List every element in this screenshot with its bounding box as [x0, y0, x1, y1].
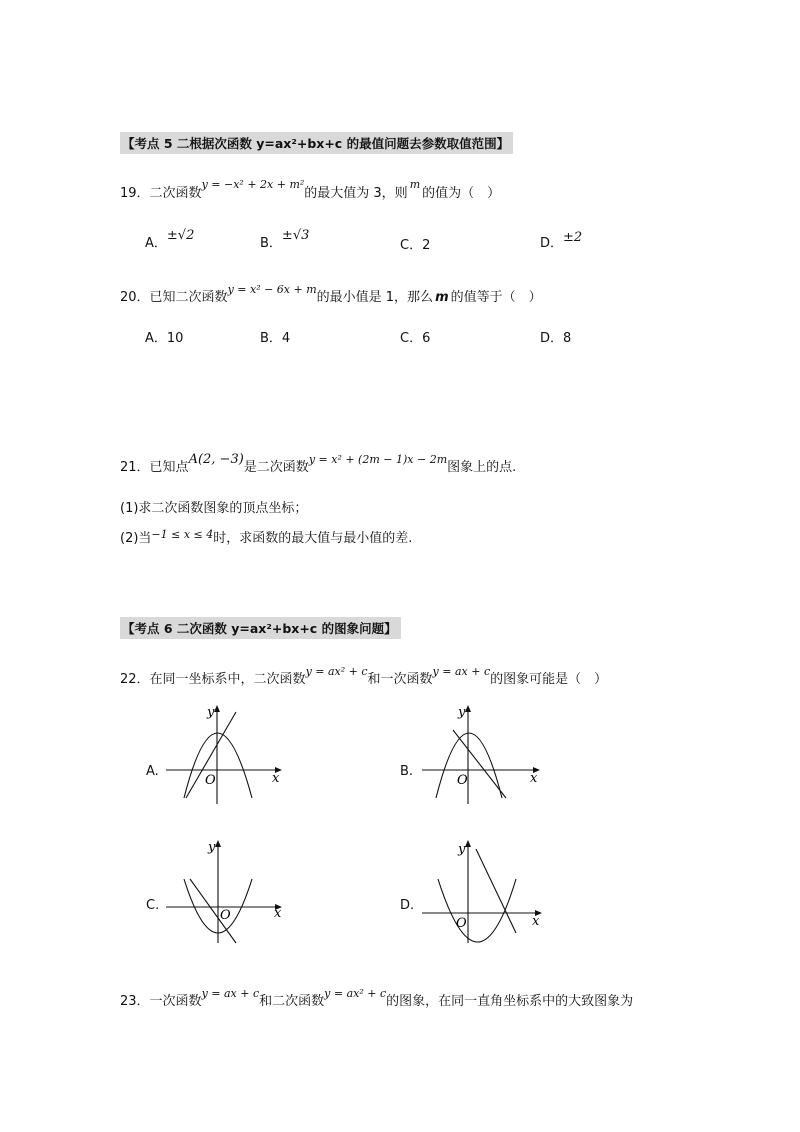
- question-number: 20．: [120, 290, 150, 305]
- formula: y = ax + c: [201, 987, 260, 1000]
- part-text: 时，求函数的最大值与最小值的差.: [213, 531, 413, 546]
- variable: m: [409, 178, 421, 191]
- question-text: 的图象，在同一直角坐标系中的大致图象为: [386, 994, 634, 1009]
- graph-d[interactable]: [416, 835, 550, 945]
- question-text: 是二次函数: [243, 460, 309, 475]
- part-text: (2)当: [120, 531, 152, 546]
- option-label: C．: [400, 238, 423, 253]
- x-axis-label: x: [530, 771, 538, 786]
- option-d[interactable]: [540, 232, 582, 251]
- x-axis-label: x: [532, 914, 540, 929]
- option-b[interactable]: [260, 228, 310, 251]
- graph-a[interactable]: [160, 700, 290, 805]
- formula: y = −x² + 2x + m²: [201, 178, 305, 191]
- section-5-header: 【考点 5 二根据次函数 y=ax²+bx+c 的最值问题去参数取值范围】: [120, 132, 513, 154]
- graph-c[interactable]: [160, 835, 290, 945]
- option-b[interactable]: B．4: [260, 331, 291, 346]
- x-axis-label: x: [274, 906, 282, 921]
- question-number: 22．: [120, 672, 150, 687]
- question-number: 23．: [120, 994, 150, 1009]
- y-axis-label: y: [458, 842, 466, 857]
- question-number: 19．: [120, 186, 150, 201]
- option-label: B．: [260, 236, 282, 251]
- option-value: ±√3: [281, 228, 310, 243]
- option-c[interactable]: [400, 234, 430, 253]
- formula: y = ax² + c: [324, 987, 387, 1000]
- y-axis-label: y: [458, 705, 466, 720]
- question-20: [120, 283, 542, 305]
- option-a[interactable]: [145, 228, 195, 251]
- section-6-header: 【考点 6 二次函数 y=ax²+bx+c 的图象问题】: [120, 617, 401, 639]
- formula: y = x² − 6x + m: [227, 283, 317, 296]
- origin-label: O: [456, 916, 467, 931]
- question-text: 的值等于（ ）: [450, 290, 542, 305]
- option-value: ±2: [563, 230, 583, 245]
- option-a[interactable]: A．10: [145, 331, 184, 346]
- question-21-part-1: (1)求二次函数图象的顶点坐标；: [120, 501, 308, 516]
- y-axis-label: y: [207, 705, 215, 720]
- y-axis-label: y: [208, 840, 216, 855]
- formula: y = ax² + c: [305, 665, 368, 678]
- question-text: 的值为（ ）: [422, 186, 501, 201]
- question-21-part-2: [120, 527, 412, 546]
- option-value: ±√2: [166, 228, 195, 243]
- origin-label: O: [205, 773, 216, 788]
- option-c[interactable]: C．6: [400, 331, 431, 346]
- question-text: 的图象可能是（ ）: [490, 672, 608, 687]
- variable: m: [435, 290, 449, 305]
- option-d[interactable]: D．8: [540, 331, 572, 346]
- question-text: 二次函数: [149, 186, 202, 201]
- origin-label: O: [457, 773, 468, 788]
- formula: y = x² + (2m − 1)x − 2m: [308, 453, 448, 466]
- origin-label: O: [220, 908, 231, 923]
- question-text: 在同一坐标系中，二次函数: [149, 672, 306, 687]
- question-text: 的最大值为 3，则: [304, 186, 408, 201]
- graph-c-label[interactable]: C.: [146, 898, 160, 913]
- question-text: 和一次函数: [367, 672, 433, 687]
- question-text: 已知二次函数: [149, 290, 228, 305]
- question-19: [120, 178, 501, 201]
- question-21: [120, 452, 517, 475]
- question-number: 21．: [120, 460, 150, 475]
- question-text: 图象上的点.: [447, 460, 517, 475]
- option-label: A．: [145, 236, 167, 251]
- inequality: −1 ≤ x ≤ 4: [151, 528, 214, 541]
- option-label: D．: [540, 236, 564, 251]
- x-axis-label: x: [272, 771, 280, 786]
- option-value: 2: [422, 238, 431, 253]
- point: A(2, −3): [188, 452, 244, 467]
- graph-b-label[interactable]: B.: [400, 764, 414, 779]
- question-text: 一次函数: [149, 994, 202, 1009]
- formula: y = ax + c: [432, 665, 491, 678]
- question-text: 已知点: [149, 460, 189, 475]
- question-text: 的最小值是 1，那么: [316, 290, 434, 305]
- graph-b[interactable]: [416, 700, 546, 805]
- graph-d-label[interactable]: D.: [400, 898, 415, 913]
- question-23: [120, 987, 634, 1009]
- question-22: [120, 665, 608, 687]
- question-text: 和二次函数: [259, 994, 325, 1009]
- graph-a-label[interactable]: A.: [146, 764, 159, 779]
